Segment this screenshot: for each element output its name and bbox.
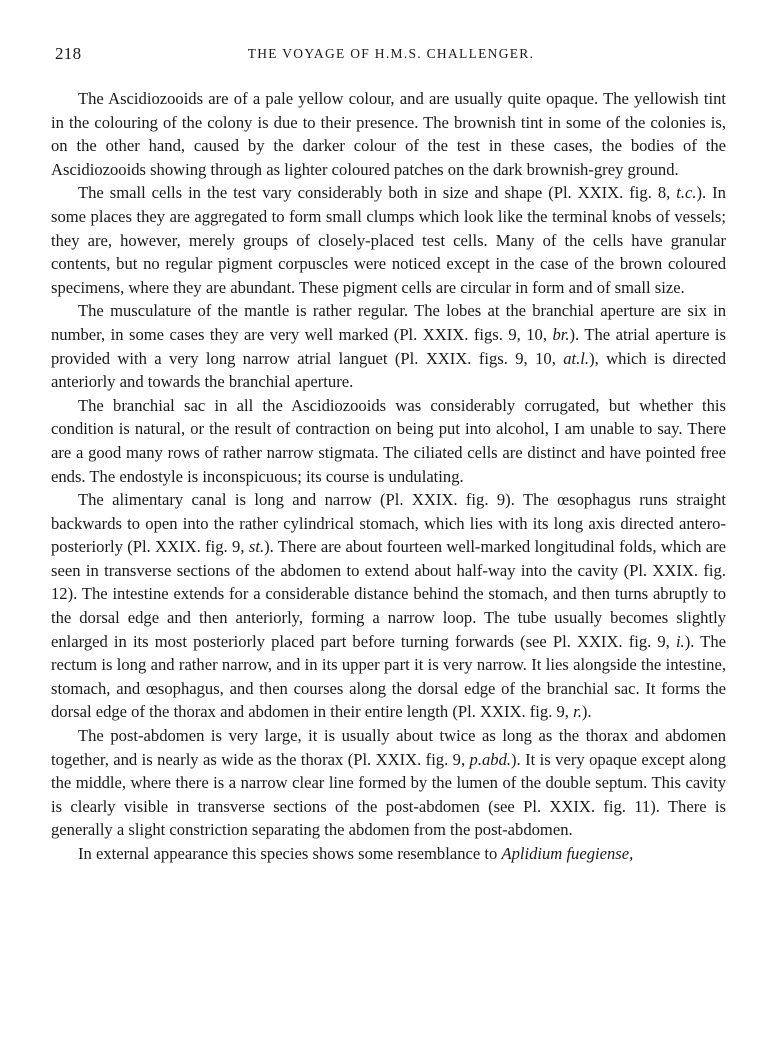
italic-reference: t.c.: [676, 183, 697, 203]
text-run: ). There are about fourteen well-marked longitudinal folds, which are seen in transverse sections of the abdomen to extend about half-way into the cavity (Pl. XXIX. fig. 12). The intestine extends for a considerable distance behind the stomach, and then turns abruptly to the dorsal edge and then anteriorly, forming a narrow loop. The tube usually becomes slightly enlarged in its most posteriorly placed part before turning forwards (see Pl. XXIX. fig. 9,: [51, 537, 727, 651]
italic-reference: i.: [675, 631, 685, 651]
page-number: 218: [55, 44, 82, 63]
page-header: [55, 44, 727, 66]
paragraph: [51, 394, 726, 488]
text-run: ). The atrial aperture is provided with a very long narrow atrial languet (Pl. XXIX. figs. 9, 10,: [51, 324, 726, 368]
text-run: ). The rectum is long and rather narrow, and in its upper part it is very narrow. It lies alongside the intestine, stomach, and œsophagus, and then courses along the dorsal edge of the branchial sac. It forms the dorsal edge of the thorax and abdomen in their entire length (Pl. XXIX. fig. 9,: [51, 631, 726, 722]
paragraph: [51, 181, 726, 299]
italic-reference: p.abd.: [469, 749, 512, 769]
text-run: The branchial sac in all the Ascidiozooids was considerably corrugated, but whether this condition is natural, or the result of contraction on being put into alcohol, I am unable to say. There are a good many rows of rather narrow stigmata. The ciliated cells are distinct and have pointed free ends. The endostyle is inconspicuous; its course is undulating.: [51, 395, 726, 486]
text-run: The post-abdomen is very large, it is usually about twice as long as the thorax and abdomen together, and is nearly as wide as the thorax (Pl. XXIX. fig. 9,: [51, 726, 726, 769]
italic-reference: r.: [573, 702, 582, 722]
text-run: ). It is very opaque except along the middle, where there is a narrow clear line formed by the lumen of the double septum. This cavity is clearly visible in transverse sections of the post-abdomen (see Pl. XXIX. fig. 11). There is generally a slight constriction separating the abdomen from the post-abdomen.: [51, 749, 727, 840]
italic-reference: st.: [248, 537, 265, 557]
text-run: ), which is directed anteriorly and towards the branchial aperture.: [51, 348, 726, 392]
text-run: The small cells in the test vary considerably both in size and shape (Pl. XXIX. fig. 8,: [78, 183, 677, 203]
italic-reference: at.l.: [563, 348, 590, 368]
text-run: ).: [581, 702, 592, 722]
body-text: [51, 87, 726, 866]
running-title: THE VOYAGE OF H.M.S. CHALLENGER.: [247, 46, 535, 61]
paragraph: [51, 87, 726, 181]
text-run: ). In some places they are aggregated to form small clumps which look like the terminal knobs of vessels; they are, however, merely groups of closely-placed test cells. Many of the cells have granular contents, but no regular pigment corpuscles were noticed except in the case of the brown coloured specimens, where they are abundant. These pigment cells are circular in form and of small size.: [51, 183, 726, 297]
italic-reference: br.: [552, 324, 570, 344]
paragraph: [51, 299, 726, 393]
text-run: The alimentary canal is long and narrow (Pl. XXIX. fig. 9). The œsophagus runs straight backwards to open into the rather cylindrical stomach, which lies with its long axis directed antero-posteriorly (Pl. XXIX. fig. 9,: [51, 490, 726, 557]
paragraph: [51, 488, 726, 724]
italic-reference: Aplidium fuegiense,: [501, 844, 634, 863]
paragraph: [51, 724, 726, 842]
text-run: In external appearance this species shows some resemblance to: [78, 844, 502, 863]
text-run: The Ascidiozooids are of a pale yellow colour, and are usually quite opaque. The yellowish tint in the colouring of the colony is due to their presence. The brownish tint in some of the colonies is, on the other hand, caused by the darker colour of the test in these cases, the bodies of the Ascidiozooids showing through as lighter coloured patches on the dark brownish-grey ground.: [51, 89, 726, 179]
paragraph: [51, 842, 726, 866]
text-run: The musculature of the mantle is rather regular. The lobes at the branchial aperture are six in number, in some cases they are very well marked (Pl. XXIX. figs. 9, 10,: [51, 301, 726, 344]
